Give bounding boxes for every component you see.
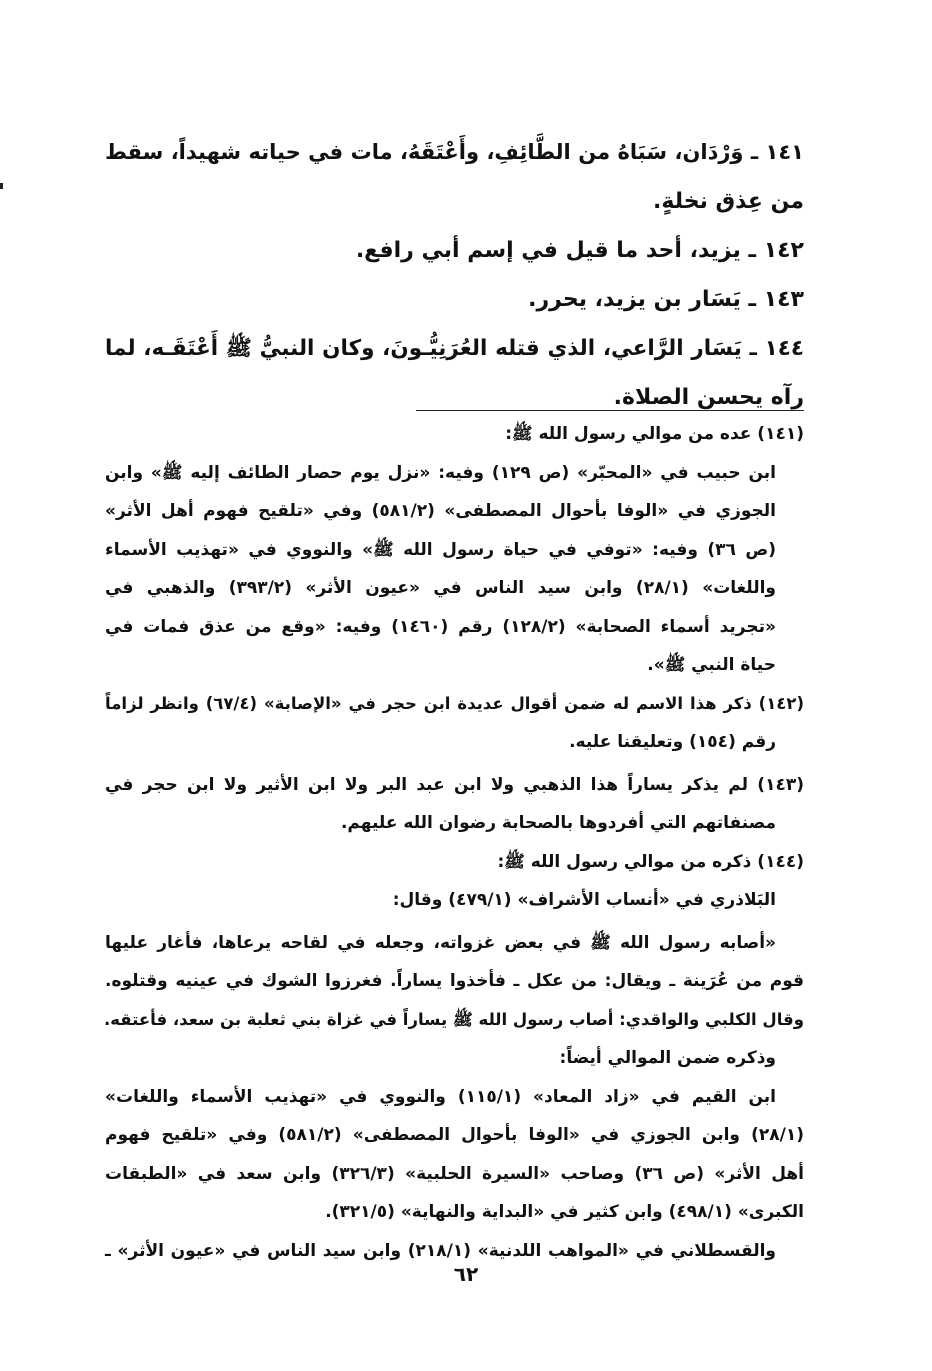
- footnote-line: (١٤٢) ذكر هذا الاسم له ضمن أقوال عديدة ابن حجر في «الإصابة» (٦٧/٤) وانظر لزاماً: [105, 693, 804, 713]
- main-line: ١٤٤ ـ يَسَار الرَّاعي، الذي قتله العُرَنِيُّـونَ، وكان النبيُّ ﷺ أَعْتَقَـه، لما: [105, 336, 804, 361]
- footnote-line: الكبرى» (٤٩٨/١) وابن كثير في «البداية والنهاية» (٣٢١/٥).: [325, 1202, 804, 1222]
- footnote-line: (ص ٣٦) وفيه: «توفي في حياة رسول الله ﷺ» والنووي في «تهذيب الأسماء: [105, 539, 776, 560]
- footnote-line: رقم (١٥٤) وتعليقنا عليه.: [569, 732, 776, 752]
- footnote-line: (١٤٣) لم يذكر يساراً هذا الذهبي ولا ابن عبد البر ولا ابن الأثير ولا ابن حجر في: [105, 774, 804, 795]
- main-line: ١٤٣ ـ يَسَار بن يزيد، يحرر.: [528, 287, 804, 312]
- footnote-line: (٢٨/١) وابن الجوزي في «الوفا بأحوال المصطفى» (٥٨١/٢) وفي «تلقيح فهوم: [105, 1125, 804, 1145]
- main-line: ١٤١ ـ وَرْدَان، سَبَاهُ من الطَّائِفِ، وأَعْتَقَهُ، مات في حياته شهيداً، سقط: [105, 140, 804, 164]
- footnotes: [105, 415, 804, 1270]
- footnote-line: البَلاذري في «أنساب الأشراف» (٤٧٩/١) وقال:: [392, 890, 776, 910]
- footnote-line: الجوزي في «الوفا بأحوال المصطفى» (٥٨١/٢) وفي «تلقيح فهوم أهل الأثر»: [105, 501, 776, 521]
- footnote-line: «تجريد أسماء الصحابة» (١٢٨/٢) رقم (١٤٦٠) وفيه: «وقع من عذق فمات في: [105, 616, 776, 637]
- footnote-line: «أصابه رسول الله ﷺ في بعض غزواته، وجعله في لقاحه يرعاها، فأغار عليها: [105, 932, 776, 953]
- main-line: رآه يحسن الصلاة.: [613, 385, 804, 410]
- footnote-line: وقال الكلبي والواقدي: أصاب رسول الله ﷺ يساراً في غزاة بني ثعلبة بن سعد، فأعتقه.: [104, 1009, 804, 1029]
- main-line: من عِذق نخلةٍ.: [653, 189, 804, 214]
- footnote-line: قوم من عُرَينة ـ ويقال: من عكل ـ فأخذوا يساراً. فغرزوا الشوك في عينيه وقتلوه.: [105, 971, 804, 991]
- main-text: [105, 128, 804, 422]
- footnote-line: وذكره ضمن الموالي أيضاً:: [559, 1048, 776, 1068]
- footnote-separator: [416, 410, 804, 411]
- page-edge-mark: [0, 183, 3, 189]
- footnote-line: ابن حبيب في «المحبّر» (ص ١٢٩) وفيه: «نزل يوم حصار الطائف إليه ﷺ» وابن: [105, 462, 776, 483]
- footnote-line: والقسطلاني في «المواهب اللدنية» (٢١٨/١) وابن سيد الناس في «عيون الأثر» ـ: [105, 1240, 777, 1261]
- footnote-line: حياة النبي ﷺ».: [647, 655, 776, 675]
- main-line: ١٤٢ ـ يزيد، أحد ما قيل في إسم أبي رافع.: [355, 238, 804, 263]
- footnote-line: (١٤٤) ذكره من موالي رسول الله ﷺ:: [497, 851, 804, 872]
- footnote-line: أهل الأثر» (ص ٣٦) وصاحب «السيرة الحلبية» (٣٢٦/٣) وابن سعد في «الطبقات: [105, 1163, 804, 1184]
- footnote-line: مصنفاتهم التي أفردوها بالصحابة رضوان الله عليهم.: [340, 813, 776, 833]
- page-number: ٦٢: [453, 1262, 479, 1286]
- footnote-line: ابن القيم في «زاد المعاد» (١١٥/١) والنووي في «تهذيب الأسماء واللغات»: [105, 1086, 776, 1107]
- footnote-line: واللغات» (٢٨/١) وابن سيد الناس في «عيون الأثر» (٣٩٣/٢) والذهبي في: [105, 578, 776, 598]
- footnote-line: (١٤١) عده من موالي رسول الله ﷺ:: [505, 424, 804, 444]
